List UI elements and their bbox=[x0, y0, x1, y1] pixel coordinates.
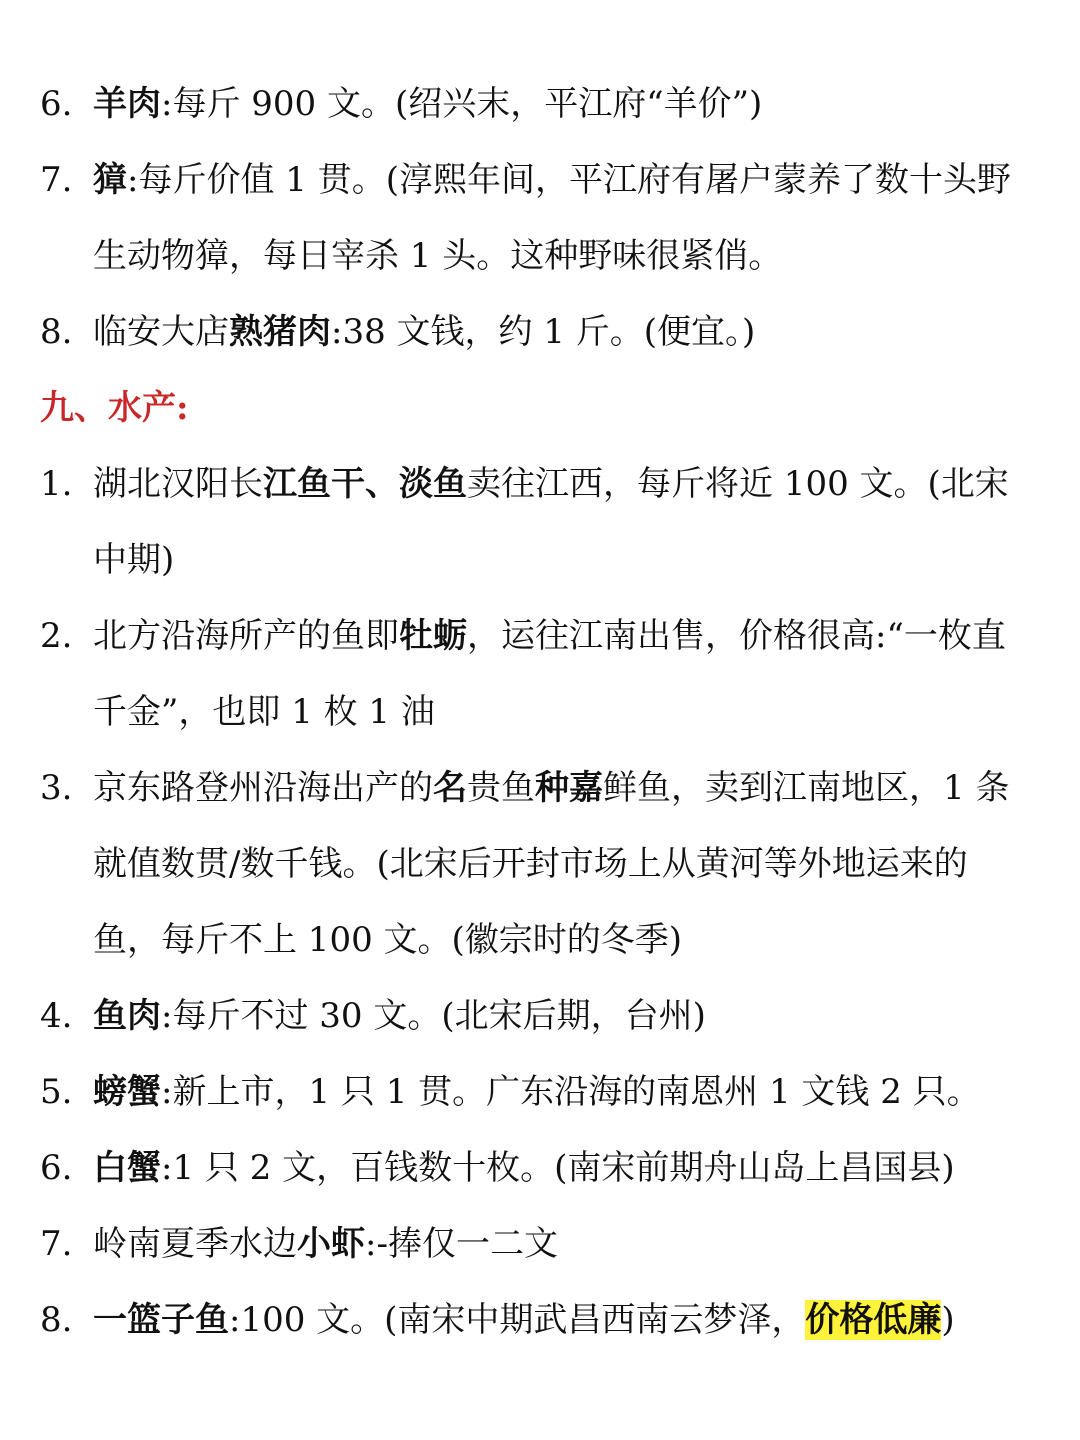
text-run: 鱼，每斤不上 100 文。(徽宗时的冬季) bbox=[93, 920, 683, 960]
item-text bbox=[93, 1282, 1050, 1358]
item-text bbox=[93, 902, 1050, 978]
text-run: 贵鱼 bbox=[467, 768, 535, 808]
list-item-aquatic-6 bbox=[0, 1130, 1080, 1206]
item-text bbox=[93, 1206, 1050, 1282]
bold-term: 熟猪肉 bbox=[229, 312, 331, 352]
list-item-aquatic-3 bbox=[0, 750, 1080, 826]
item-text bbox=[93, 1054, 1050, 1130]
list-item-aquatic-3-continued bbox=[0, 902, 1080, 978]
bold-term: 鱼肉 bbox=[93, 996, 161, 1036]
bold-term: 羊肉 bbox=[93, 84, 161, 124]
bold-term: 白蟹 bbox=[93, 1148, 161, 1188]
item-text bbox=[93, 1130, 1050, 1206]
text-run: ，运往江南出售，价格很高:“一枚直 bbox=[467, 616, 1006, 656]
item-text bbox=[93, 674, 1050, 750]
list-item-meat-7 bbox=[0, 142, 1080, 218]
item-text bbox=[93, 294, 1050, 370]
item-number: 7. bbox=[40, 160, 73, 200]
list-item-meat-8 bbox=[0, 294, 1080, 370]
list-item-aquatic-7 bbox=[0, 1206, 1080, 1282]
highlighted-text: 价格低廉 bbox=[805, 1300, 942, 1340]
text-run: 中期) bbox=[93, 540, 175, 580]
text-run: :100 文。(南宋中期武昌西南云梦泽， bbox=[229, 1300, 806, 1340]
text-run: 卖往江西，每斤将近 100 文。(北宋 bbox=[467, 464, 1009, 504]
item-text bbox=[93, 978, 1050, 1054]
text-run: 北方沿海所产的鱼即 bbox=[93, 616, 399, 656]
section-heading-row bbox=[0, 370, 1080, 446]
text-run: 鲜鱼，卖到江南地区，1 条 bbox=[603, 768, 1010, 808]
text-run: 就值数贯/数千钱。(北宋后开封市场上从黄河等外地运来的 bbox=[93, 844, 968, 884]
item-number: 5. bbox=[40, 1072, 73, 1112]
item-text bbox=[93, 142, 1050, 218]
text-run: 京东路登州沿海出产的 bbox=[93, 768, 433, 808]
item-number: 8. bbox=[40, 1300, 73, 1340]
item-text bbox=[93, 750, 1050, 826]
list-item-aquatic-2-continued bbox=[0, 674, 1080, 750]
item-number: 6. bbox=[40, 1148, 73, 1188]
item-text bbox=[93, 446, 1050, 522]
item-text bbox=[93, 826, 1050, 902]
item-text bbox=[93, 598, 1050, 674]
text-run: 千金”，也即 1 枚 1 油 bbox=[93, 692, 435, 732]
text-run: 临安大店 bbox=[93, 312, 229, 352]
bold-term: 螃蟹 bbox=[93, 1072, 161, 1112]
list-item-aquatic-1 bbox=[0, 446, 1080, 522]
bold-term: 一篮子鱼 bbox=[93, 1300, 229, 1340]
item-number: 7. bbox=[40, 1224, 73, 1264]
list-item-aquatic-2 bbox=[0, 598, 1080, 674]
list-item-aquatic-8 bbox=[0, 1282, 1080, 1358]
item-number: 6. bbox=[40, 84, 73, 124]
text-run: ) bbox=[941, 1300, 955, 1340]
list-item-aquatic-1-continued bbox=[0, 522, 1080, 598]
bold-term: 獐 bbox=[93, 160, 127, 200]
text-run: 岭南夏季水边 bbox=[93, 1224, 297, 1264]
item-number: 8. bbox=[40, 312, 73, 352]
text-run: 湖北汉阳长 bbox=[93, 464, 263, 504]
item-text bbox=[93, 522, 1050, 598]
item-text bbox=[93, 218, 1050, 294]
list-item-meat-6 bbox=[0, 66, 1080, 142]
item-number: 4. bbox=[40, 996, 73, 1036]
bold-term: 江鱼干、淡鱼 bbox=[263, 464, 467, 504]
list-item-meat-7-continued bbox=[0, 218, 1080, 294]
bold-term: 种嘉 bbox=[535, 768, 603, 808]
text-run: :-捧仅一二文 bbox=[365, 1224, 558, 1264]
bold-term: 牡蛎 bbox=[399, 616, 467, 656]
list-item-aquatic-4 bbox=[0, 978, 1080, 1054]
section-heading: 九、水产: bbox=[40, 388, 189, 428]
text-run: :每斤不过 30 文。(北宋后期，台州) bbox=[161, 996, 706, 1036]
text-run: :1 只 2 文，百钱数十枚。(南宋前期舟山岛上昌国县) bbox=[161, 1148, 955, 1188]
item-text bbox=[93, 66, 1050, 142]
text-run: 生动物獐，每日宰杀 1 头。这种野味很紧俏。 bbox=[93, 236, 783, 276]
item-number: 2. bbox=[40, 616, 73, 656]
text-run: :新上市，1 只 1 贯。广东沿海的南恩州 1 文钱 2 只。 bbox=[161, 1072, 981, 1112]
list-item-aquatic-5 bbox=[0, 1054, 1080, 1130]
list-item-aquatic-3-continued bbox=[0, 826, 1080, 902]
item-number: 1. bbox=[40, 464, 73, 504]
text-run: :每斤 900 文。(绍兴末，平江府“羊价”) bbox=[161, 84, 763, 124]
bold-term: 名 bbox=[433, 768, 467, 808]
text-run: :每斤价值 1 贯。(淳熙年间，平江府有屠户蒙养了数十头野 bbox=[127, 160, 1011, 200]
text-run: :38 文钱，约 1 斤。(便宜。) bbox=[331, 312, 756, 352]
bold-term: 小虾 bbox=[297, 1224, 365, 1264]
item-number: 3. bbox=[40, 768, 73, 808]
